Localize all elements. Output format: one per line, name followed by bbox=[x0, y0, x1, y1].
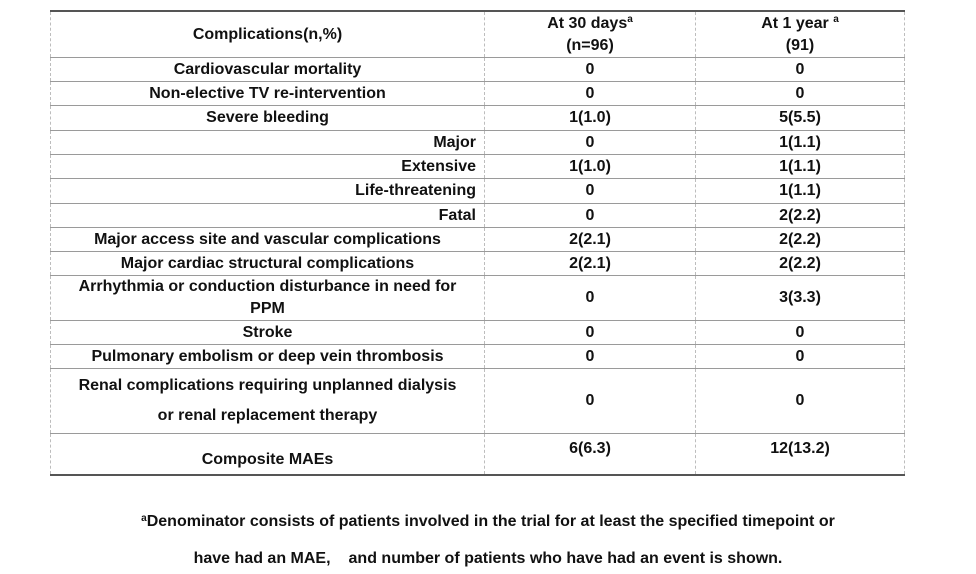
table-row bbox=[51, 321, 905, 345]
value-1-year: 1(1.1) bbox=[696, 155, 905, 179]
value-1-year: 2(2.2) bbox=[696, 252, 905, 276]
footnote-marker: a bbox=[141, 513, 147, 524]
row-label: Cardiovascular mortality bbox=[51, 58, 485, 82]
value-30-days: 0 bbox=[485, 58, 696, 82]
row-label: Fatal bbox=[51, 204, 485, 228]
table-row bbox=[51, 58, 905, 82]
table-row bbox=[51, 228, 905, 252]
row-label: Stroke bbox=[51, 321, 485, 345]
row-label: Major cardiac structural complications bbox=[51, 252, 485, 276]
table-row bbox=[51, 82, 905, 106]
value-30-days: 0 bbox=[485, 131, 696, 155]
footnote-line-1: $^a$Denominator consists of patients involved in the trial for at least the specified timepoint or bbox=[141, 513, 835, 530]
table-row bbox=[51, 276, 905, 321]
value-1-year: 0 bbox=[696, 345, 905, 369]
value-30-days: 2(2.1) bbox=[485, 228, 696, 252]
row-label: Major access site and vascular complications bbox=[51, 228, 485, 252]
table-row bbox=[51, 345, 905, 369]
value-30-days: 0 bbox=[485, 82, 696, 106]
row-label: Major bbox=[51, 131, 485, 155]
row-label: Pulmonary embolism or deep vein thrombosis bbox=[51, 345, 485, 369]
table-row bbox=[51, 155, 905, 179]
header-30-days: At 30 days$^a$ (n=96) bbox=[485, 11, 696, 58]
value-1-year: 2(2.2) bbox=[696, 228, 905, 252]
value-30-days: 0 bbox=[485, 179, 696, 204]
value-30-days: 2(2.1) bbox=[485, 252, 696, 276]
value-1-year: 0 bbox=[696, 321, 905, 345]
complications-table-container bbox=[50, 10, 904, 476]
footnote-line-2: have had an MAE, and number of patients who have had an event is shown. bbox=[193, 550, 783, 567]
value-1-year: 1(1.1) bbox=[696, 131, 905, 155]
value-30-days: 0 bbox=[485, 276, 696, 321]
row-label: Renal complications requiring unplanned dialysis or renal replacement therapy bbox=[51, 369, 485, 434]
value-30-days: 0 bbox=[485, 321, 696, 345]
complications-table bbox=[50, 10, 905, 476]
table-row bbox=[51, 369, 905, 434]
value-30-days: 1(1.0) bbox=[485, 155, 696, 179]
value-1-year: 5(5.5) bbox=[696, 106, 905, 131]
table-row bbox=[51, 252, 905, 276]
table-row bbox=[51, 131, 905, 155]
row-label: Life-threatening bbox=[51, 179, 485, 204]
value-1-year: 0 bbox=[696, 58, 905, 82]
value-1-year: 2(2.2) bbox=[696, 204, 905, 228]
table-row bbox=[51, 204, 905, 228]
value-30-days: 0 bbox=[485, 345, 696, 369]
row-label: Composite MAEs bbox=[51, 434, 485, 476]
value-1-year: 0 bbox=[696, 82, 905, 106]
header-complications: Complications(n,%) bbox=[51, 11, 485, 58]
row-label: Arrhythmia or conduction disturbance in need for PPM bbox=[51, 276, 485, 321]
value-30-days: 1(1.0) bbox=[485, 106, 696, 131]
table-row bbox=[51, 106, 905, 131]
value-30-days: 0 bbox=[485, 369, 696, 434]
value-30-days: 0 bbox=[485, 204, 696, 228]
row-label: Severe bleeding bbox=[51, 106, 485, 131]
row-label: Extensive bbox=[51, 155, 485, 179]
table-row bbox=[51, 434, 905, 476]
value-1-year: 1(1.1) bbox=[696, 179, 905, 204]
header-1-year: At 1 year $^a$ (91) bbox=[696, 11, 905, 58]
header-row bbox=[51, 11, 905, 58]
value-30-days: 6(6.3) bbox=[485, 434, 696, 476]
value-1-year: 0 bbox=[696, 369, 905, 434]
value-1-year: 12(13.2) bbox=[696, 434, 905, 476]
value-1-year: 3(3.3) bbox=[696, 276, 905, 321]
row-label: Non-elective TV re-intervention bbox=[51, 82, 485, 106]
table-row bbox=[51, 179, 905, 204]
